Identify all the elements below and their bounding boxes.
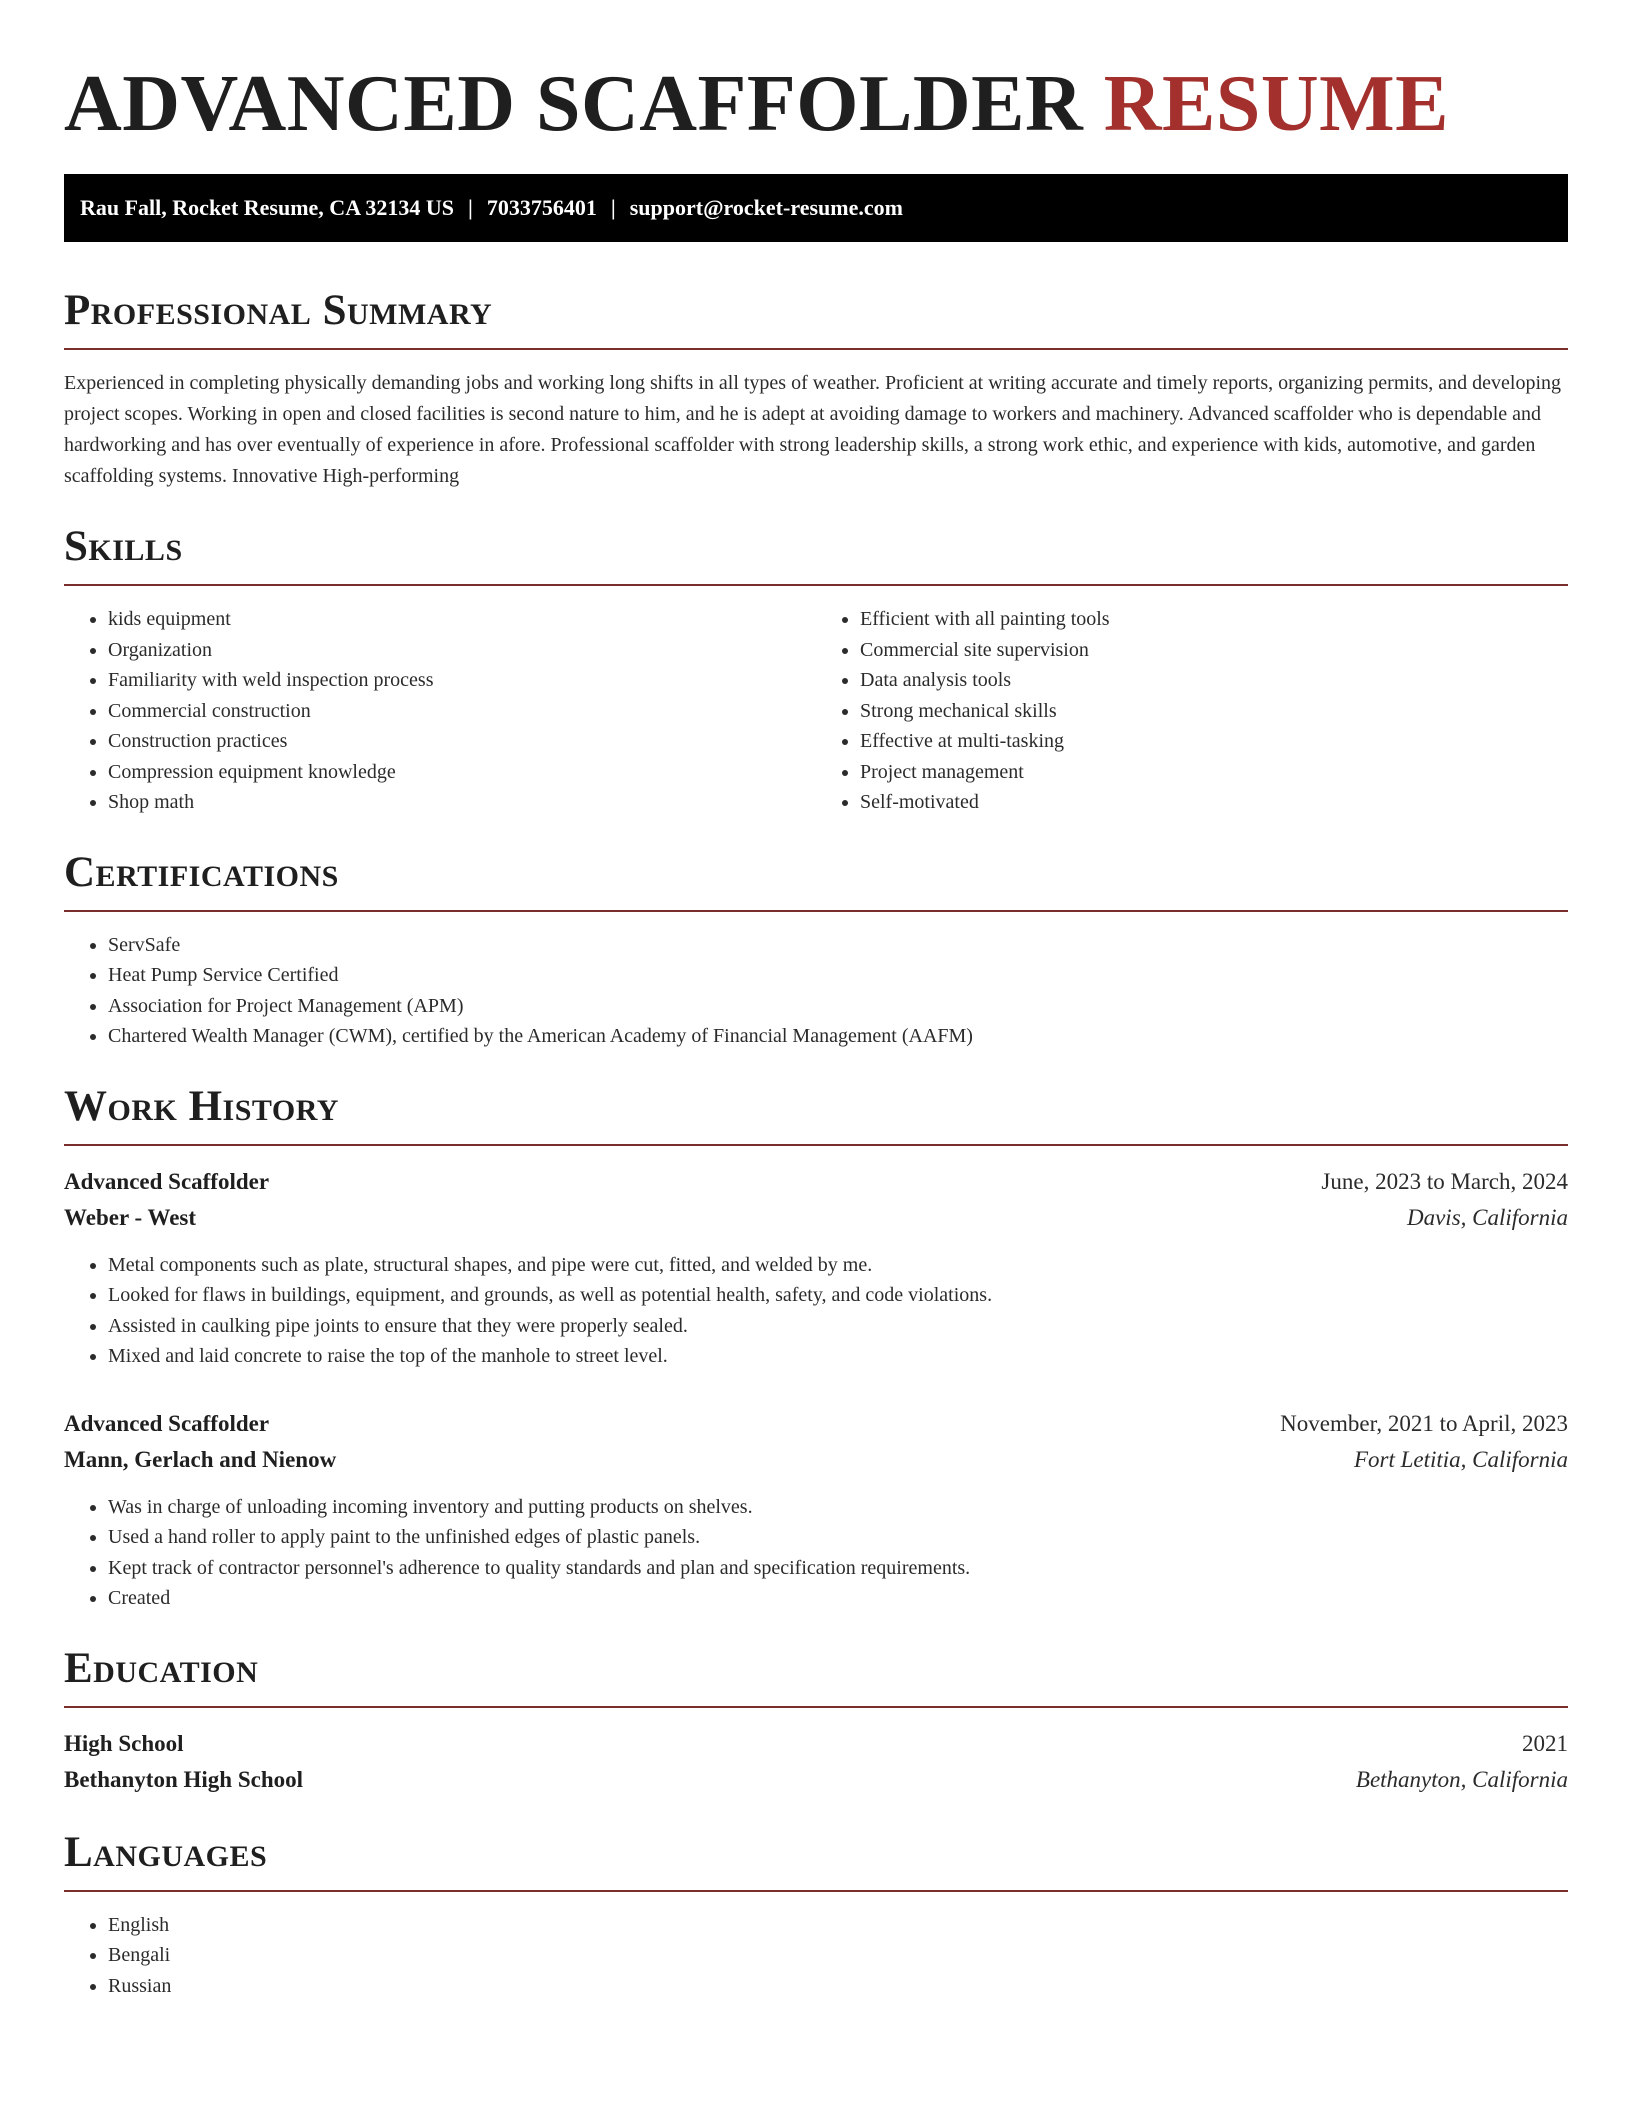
certification-item: • Heat Pump Service Certified [108, 960, 1568, 991]
skill-item: • Strong mechanical skills [860, 696, 1568, 727]
job-company: Weber - West [64, 1204, 197, 1230]
job-bullet: • Was in charge of unloading incoming inventory and putting products on shelves. [108, 1492, 1568, 1523]
job-header-row [64, 1406, 1568, 1442]
title-accent: RESUME [1103, 60, 1449, 148]
title-main: ADVANCED SCAFFOLDER [64, 60, 1084, 148]
job-bullet: • Kept track of contractor personnel's adherence to quality standards and plan and specification requirements. [108, 1553, 1568, 1584]
job-entry [64, 1406, 1568, 1614]
education-entry [64, 1726, 1568, 1798]
summary-text: Experienced in completing physically demanding jobs and working long shifts in all types of weather. Proficient at writing accurate and timely reports, organizing permits, and developing project scopes. Working in open and closed facilities is second nature to him, and he is adept at avoiding damage to workers and machinery. Advanced scaffolder who is dependable and hardworking and has over eventually of experience in afore. Professional scaffolder with strong leadership skills, a strong work ethic, and experience with kids, automotive, and garden scaffolding systems. Innovative High-performing [64, 372, 1562, 487]
certification-item: • Chartered Wealth Manager (CWM), certified by the American Academy of Financial Management (AAFM) [108, 1021, 1568, 1052]
contact-separator: | [468, 195, 473, 220]
certifications-list [64, 930, 1568, 1052]
certification-item: • Association for Project Management (APM) [108, 991, 1568, 1022]
language-item: • Russian [108, 1971, 1568, 2002]
education-header-row [64, 1726, 1568, 1762]
section-title-summary: Professional Summary [64, 287, 493, 334]
certification-item: • ServSafe [108, 930, 1568, 961]
job-company-row [64, 1200, 1568, 1236]
job-location: Fort Letitia, California [1353, 1446, 1568, 1472]
skill-item: • Familiarity with weld inspection process [108, 665, 816, 696]
section-divider [64, 1144, 1568, 1146]
skill-item: • Data analysis tools [860, 665, 1568, 696]
section-title-skills: Skills [64, 523, 183, 570]
skill-item: • Construction practices [108, 726, 816, 757]
contact-address: Rau Fall, Rocket Resume, CA 32134 US [80, 195, 454, 220]
section-divider [64, 910, 1568, 912]
job-title: Advanced Scaffolder [64, 1410, 270, 1436]
skill-item: • Organization [108, 635, 816, 666]
contact-phone[interactable]: 7033756401 [486, 195, 597, 220]
section-title-work-history: Work History [64, 1082, 339, 1130]
contact-bar [64, 174, 1568, 242]
skill-item: • Project management [860, 757, 1568, 788]
job-location: Davis, California [1406, 1204, 1568, 1230]
language-item: • English [108, 1910, 1568, 1941]
job-bullet: • Used a hand roller to apply paint to the unfinished edges of plastic panels. [108, 1522, 1568, 1553]
skill-item: • Effective at multi-tasking [860, 726, 1568, 757]
section-title-languages: Languages [64, 1828, 268, 1876]
education-year: 2021 [1522, 1730, 1568, 1756]
skills-list-left [64, 604, 816, 818]
job-dates: November, 2021 to April, 2023 [1280, 1410, 1568, 1436]
skill-item: • Efficient with all painting tools [860, 604, 1568, 635]
section-divider [64, 1706, 1568, 1708]
job-title: Advanced Scaffolder [64, 1168, 270, 1194]
job-bullets [64, 1250, 1568, 1372]
job-company-row [64, 1442, 1568, 1478]
section-title-certifications: Certifications [64, 848, 339, 896]
skill-item: • Compression equipment knowledge [108, 757, 816, 788]
skill-item: • kids equipment [108, 604, 816, 635]
job-dates: June, 2023 to March, 2024 [1321, 1168, 1568, 1194]
skills-columns [64, 586, 1568, 818]
contact-email[interactable]: support@rocket-resume.com [629, 195, 903, 220]
job-bullets [64, 1492, 1568, 1614]
section-divider [64, 1890, 1568, 1892]
education-school: Bethanyton High School [64, 1766, 303, 1792]
skill-item: • Self-motivated [860, 787, 1568, 818]
section-title-education: Education [64, 1644, 259, 1692]
skill-item: • Commercial construction [108, 696, 816, 727]
job-bullet: • Mixed and laid concrete to raise the top of the manhole to street level. [108, 1341, 1568, 1372]
education-location: Bethanyton, California [1355, 1766, 1568, 1792]
contact-separator: | [610, 195, 616, 220]
job-header-row [64, 1164, 1568, 1200]
job-bullet: • Metal components such as plate, structural shapes, and pipe were cut, fitted, and welded by me. [108, 1250, 1568, 1281]
language-item: • Bengali [108, 1940, 1568, 1971]
section-divider [64, 348, 1568, 350]
job-bullet: • Looked for flaws in buildings, equipment, and grounds, as well as potential health, safety, and code violations. [108, 1280, 1568, 1311]
skill-item: • Shop math [108, 787, 816, 818]
skills-list-right [816, 604, 1568, 818]
job-bullet: • Assisted in caulking pipe joints to ensure that they were properly sealed. [108, 1311, 1568, 1342]
resume-title [64, 56, 1568, 152]
job-bullet: • Created [108, 1583, 1568, 1614]
education-school-row [64, 1762, 1568, 1798]
job-entry [64, 1164, 1568, 1372]
languages-list [64, 1910, 1568, 2002]
job-company: Mann, Gerlach and Nienow [64, 1446, 337, 1472]
education-degree: High School [64, 1730, 184, 1756]
skill-item: • Commercial site supervision [860, 635, 1568, 666]
